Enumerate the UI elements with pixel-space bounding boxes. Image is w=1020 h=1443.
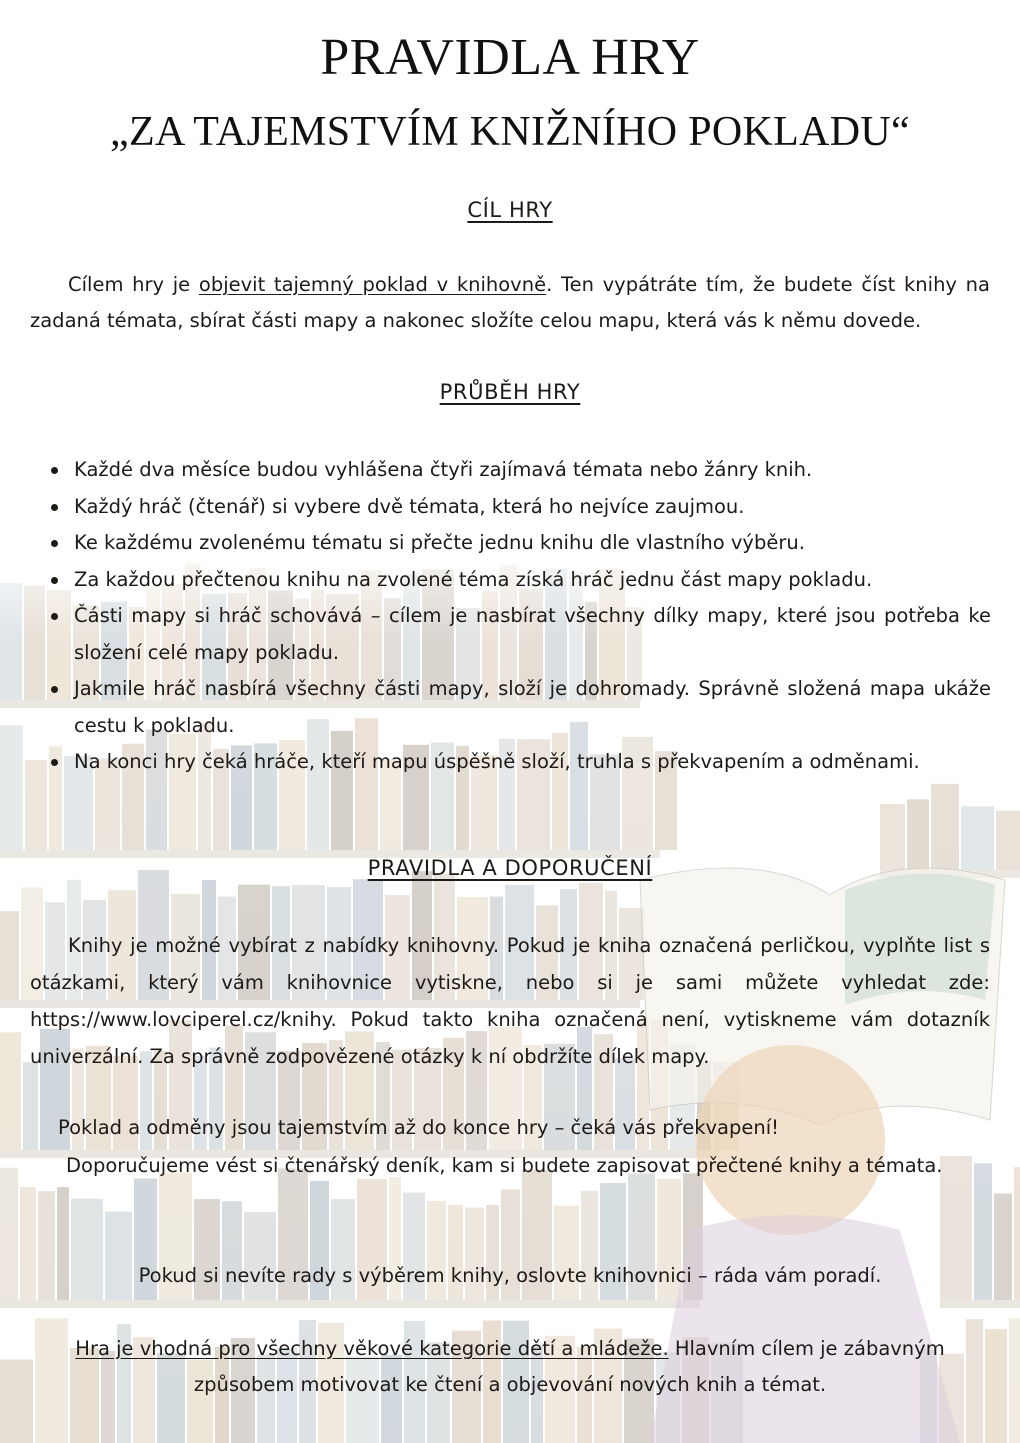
goal-heading	[0, 198, 1020, 222]
list-item-text: Každý hráč (čtenář) si vybere dvě témata, která ho nejvíce zaujmou.	[74, 494, 745, 518]
page-title: PRAVIDLA HRY	[320, 29, 700, 86]
bullet-icon	[51, 467, 58, 474]
list-item	[36, 452, 991, 489]
goal-paragraph	[30, 267, 990, 339]
list-item	[36, 525, 991, 562]
list-item-text: Ke každému zvolenému tématu si přečte jednu knihu dle vlastního výběru.	[74, 531, 805, 554]
audience-text-rest: Hlavním cílem je zábavným způsobem motivovat ke čtení a objevování nových knih a témat.	[193, 1337, 945, 1396]
rules-heading-text: PRAVIDLA A DOPORUČENÍ	[367, 856, 653, 880]
list-item	[36, 598, 991, 671]
goal-text-start: Cílem hry je	[68, 273, 199, 296]
list-item-text: Části mapy si hráč schovává – cílem je nasbírat všechny dílky mapy, které jsou potřeba ke složení celé mapy pokladu.	[74, 604, 991, 664]
bullet-icon	[51, 759, 58, 766]
list-item-text: Za každou přečtenou knihu na zvolené téma získá hráč jednu část mapy pokladu.	[74, 567, 873, 591]
bullet-icon	[51, 613, 58, 620]
goal-heading-text: CÍL HRY	[467, 198, 553, 222]
rules-heading	[0, 856, 1020, 880]
list-item-text: Na konci hry čeká hráče, kteří mapu úspěšně složí, truhla s překvapením a odměnami.	[74, 750, 920, 773]
list-item-text: Jakmile hráč nasbírá všechny části mapy, složí je dohromady. Správně složená mapa ukáže cestu k pokladu.	[74, 677, 991, 737]
progress-heading	[0, 380, 1020, 404]
list-item	[36, 671, 991, 744]
list-item	[36, 489, 991, 526]
rules-paragraph-books: Knihy je možné vybírat z nabídky knihovny. Pokud je kniha označená perličkou, vyplňte list s otázkami, který vám knihovnice vytiskne, nebo si je sami můžete vyhledat zde: https://www.lovciperel.cz/knihy. Pokud takto kniha označená není, vytiskneme vám dotazník univerzální. Za správně zodpovězené otázky k ní obdržíte dílek mapy.	[30, 934, 990, 1068]
rules-paragraph-treasure: Poklad a odměny jsou tajemstvím až do konce hry – čeká vás překvapení!	[58, 1116, 779, 1139]
rules-paragraph-help: Pokud si nevíte rady s výběrem knihy, oslovte knihovnici – ráda vám poradí.	[138, 1264, 882, 1287]
progress-list	[36, 452, 991, 781]
list-item	[36, 744, 991, 781]
audience-text-highlight: Hra je vhodná pro všechny věkové kategorie dětí a mládeže.	[75, 1337, 669, 1360]
rules-paragraph-diary: Doporučujeme vést si čtenářský deník, kam si budete zapisovat přečtené knihy a témata.	[66, 1154, 943, 1177]
goal-text-end: . Ten vypátráte tím, že budete číst knihy na zadaná témata, sbírat části mapy a nakonec složíte celou mapu, která vás k němu dovede.	[30, 273, 990, 332]
list-item	[36, 562, 991, 599]
bullet-icon	[51, 577, 58, 584]
goal-text-highlight: objevit tajemný poklad v knihovně	[198, 273, 547, 296]
bullet-icon	[51, 504, 58, 511]
rules-paragraph-audience	[70, 1331, 950, 1403]
bullet-icon	[51, 540, 58, 547]
list-item-text: Každé dva měsíce budou vyhlášena čtyři zajímavá témata nebo žánry knih.	[74, 458, 813, 481]
bullet-icon	[51, 686, 58, 693]
page-subtitle: „ZA TAJEMSTVÍM KNIŽNÍHO POKLADU“	[110, 109, 910, 155]
progress-heading-text: PRŮBĚH HRY	[439, 380, 581, 404]
